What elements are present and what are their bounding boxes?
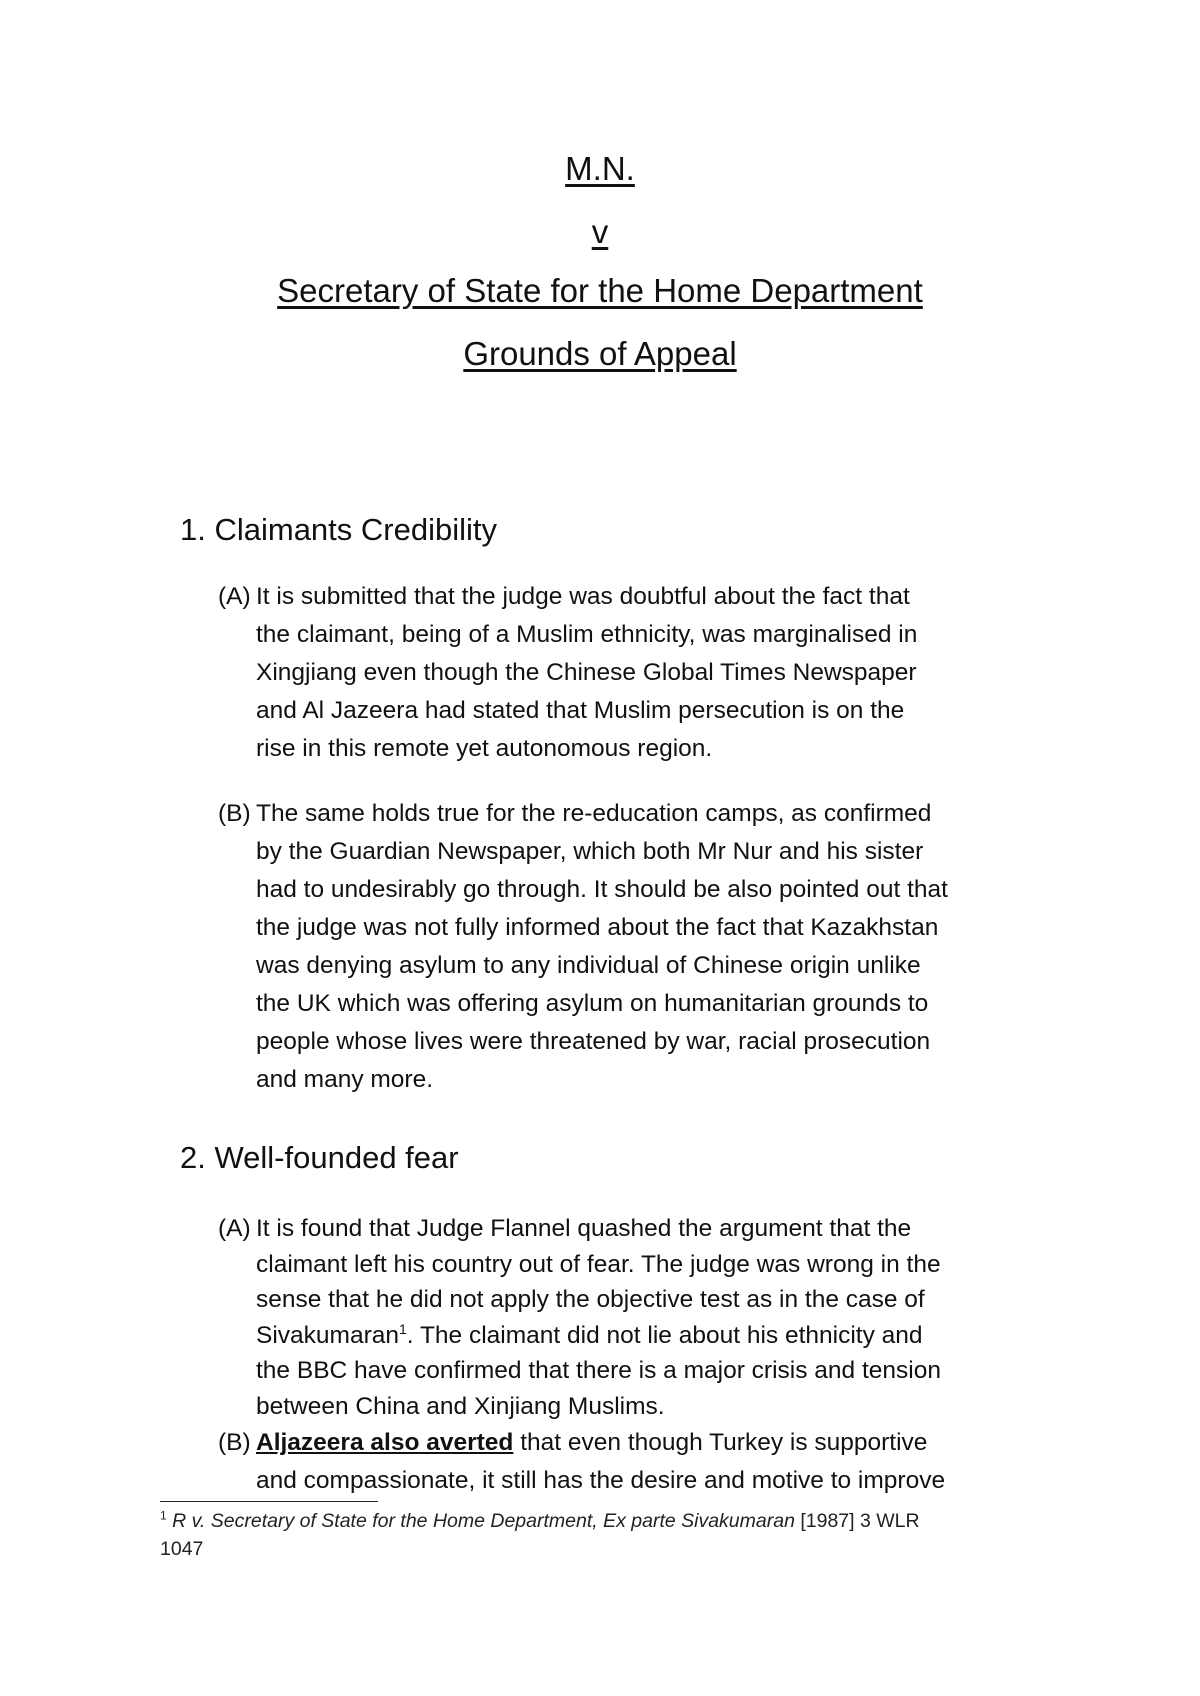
paragraph-line: The same holds true for the re-education camps, as confirmed <box>256 800 932 827</box>
footnote-case-title: R v. Secretary of State for the Home Department, Ex parte Sivakumaran <box>172 1510 795 1532</box>
paragraph-line: had to undesirably go through. It should be also pointed out that <box>256 876 948 903</box>
footnote-reference[interactable]: 1 <box>398 1320 407 1337</box>
footnote-citation-cont: 1047 <box>160 1538 204 1560</box>
footnote-mark: 1 <box>160 1508 167 1523</box>
footnote-separator <box>160 1501 378 1502</box>
paragraph-line: was denying asylum to any individual of Chinese origin unlike <box>256 952 921 979</box>
paragraph-line: claimant left his country out of fear. The judge was wrong in the <box>256 1250 941 1278</box>
paragraph-line: the UK which was offering asylum on humanitarian grounds to <box>256 990 929 1017</box>
paragraph-line: by the Guardian Newspaper, which both Mr Nur and his sister <box>256 838 924 865</box>
paragraph-line: Xingjiang even though the Chinese Global Times Newspaper <box>256 659 917 686</box>
line-continuation: . The claimant did not lie about his ethnicity and <box>406 1321 923 1349</box>
paragraph-line: rise in this remote yet autonomous region. <box>256 735 713 762</box>
paragraph-line: sense that he did not apply the objective test as in the case of <box>256 1286 925 1313</box>
section-heading-well-founded-fear: 2. Well-founded fear <box>180 1140 459 1175</box>
paragraph-line: It is submitted that the judge was doubtful about the fact that <box>256 583 910 610</box>
paragraph-line: the BBC have confirmed that there is a major crisis and tension <box>256 1357 941 1384</box>
emphasized-phrase: Aljazeera also averted <box>256 1429 514 1456</box>
paragraph-line <box>218 1318 1078 1354</box>
paragraph-line: the judge was not fully informed about the fact that Kazakhstan <box>256 914 939 941</box>
paragraph-1a <box>218 578 1078 768</box>
party-applicant: M.N. <box>565 150 635 187</box>
paragraph-marker: (B) <box>218 800 251 827</box>
paragraph-marker: (A) <box>218 583 251 610</box>
paragraph-line: the claimant, being of a Muslim ethnicity, was marginalised in <box>256 621 918 648</box>
party-respondent: Secretary of State for the Home Department <box>277 272 923 309</box>
paragraph-1b <box>218 795 1078 1099</box>
line-continuation: that even though Turkey is supportive <box>513 1429 928 1456</box>
paragraph-line: and compassionate, it still has the desire and motive to improve <box>256 1467 946 1494</box>
paragraph-marker: (B) <box>218 1429 251 1456</box>
paragraph-line <box>218 1424 1078 1462</box>
footnote <box>160 1507 1060 1563</box>
paragraph-line: people whose lives were threatened by war, racial prosecution <box>256 1028 931 1055</box>
section-heading-credibility: 1. Claimants Credibility <box>180 512 497 547</box>
document-title: Grounds of Appeal <box>463 335 737 372</box>
footnote-citation: [1987] 3 WLR <box>794 1510 920 1532</box>
versus-marker: v <box>591 213 609 250</box>
case-name: Sivakumaran <box>256 1321 399 1349</box>
paragraph-line: and Al Jazeera had stated that Muslim persecution is on the <box>256 697 905 724</box>
paragraph-line: It is found that Judge Flannel quashed the argument that the <box>256 1215 912 1242</box>
paragraph-line: between China and Xinjiang Muslims. <box>256 1392 665 1420</box>
paragraph-line: and many more. <box>256 1066 434 1093</box>
paragraph-marker: (A) <box>218 1215 251 1242</box>
paragraph-2b <box>218 1424 1078 1500</box>
paragraph-2a <box>218 1211 1078 1424</box>
